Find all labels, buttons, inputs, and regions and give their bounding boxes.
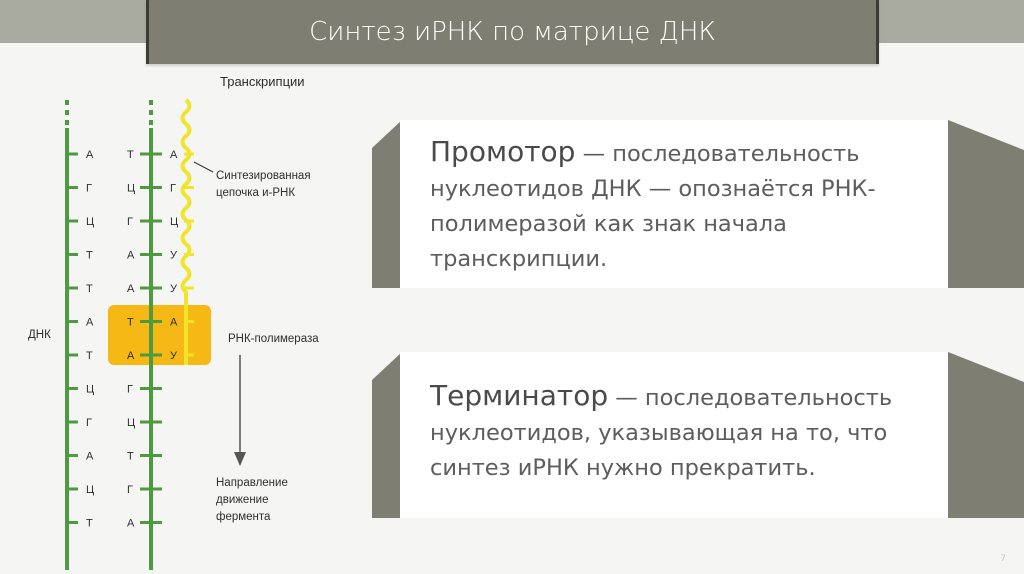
terminator-text xyxy=(430,378,928,486)
promoter-term: Промотор xyxy=(430,135,576,168)
dna-label: ДНК xyxy=(28,329,51,341)
transcription-label: Транскрипции xyxy=(220,74,305,89)
promoter-definition: — последовательность нуклеотидов ДНК — опознаётся РНК-полимеразой как знак начала транскрипции. xyxy=(430,141,876,272)
page-number: 7 xyxy=(1000,554,1006,564)
dna-left-base: А xyxy=(86,149,94,161)
terminator-definition: — последовательность нуклеотидов, указывающая на то, что синтез иРНК нужно прекратить. xyxy=(430,385,893,481)
promoter-card xyxy=(400,120,948,288)
terminator-card xyxy=(400,352,948,518)
direction-label-line1: Направление xyxy=(216,477,288,489)
rna-base: У xyxy=(170,283,177,295)
rna-base: У xyxy=(170,350,177,362)
dna-left-base: Т xyxy=(86,283,93,295)
dna-middle-base: Г xyxy=(127,216,133,228)
dna-middle-base: Ц xyxy=(127,417,136,429)
card-2-right-triangle xyxy=(948,352,1024,518)
rna-base: А xyxy=(170,316,178,329)
dna-left-base: Т xyxy=(86,249,93,262)
direction-arrow-head xyxy=(234,452,246,466)
synth-chain-pointer xyxy=(194,162,213,172)
promoter-text xyxy=(430,134,928,277)
dna-left-base: А xyxy=(86,316,94,329)
rna-base: У xyxy=(170,249,177,262)
dna-middle-base: Т xyxy=(127,316,134,329)
dna-middle-base: Ц xyxy=(127,182,136,195)
dna-left-base: Т xyxy=(86,517,93,530)
dna-middle-base: Г xyxy=(127,484,133,496)
terminator-term: Терминатор xyxy=(430,379,609,412)
dna-middle-base: А xyxy=(127,350,135,362)
dna-left-base: Т xyxy=(86,350,93,362)
card-2-left-triangle xyxy=(372,352,402,518)
page-title: Синтез иРНК по матрице ДНК xyxy=(309,17,716,47)
rna-base: Ц xyxy=(170,216,179,228)
rna-base: Г xyxy=(170,182,176,195)
dna-middle-base: А xyxy=(127,283,135,295)
dna-left-base: Ц xyxy=(86,216,95,228)
dna-left-base: А xyxy=(86,450,94,463)
dna-left-base: Ц xyxy=(86,383,95,396)
polymerase-label: РНК-полимераза xyxy=(228,333,319,345)
dna-left-base: Ц xyxy=(86,484,95,496)
card-1-left-triangle xyxy=(372,120,402,288)
card-1-right-triangle xyxy=(948,120,1024,288)
dna-left-base: Г xyxy=(86,417,92,429)
dna-middle-base: Г xyxy=(127,383,133,396)
transcription-diagram xyxy=(0,0,370,574)
dna-middle-base: А xyxy=(127,249,135,262)
synth-chain-label-line1: Синтезированная xyxy=(216,170,311,182)
dna-left-base: Г xyxy=(86,182,92,195)
direction-label-line2: движение xyxy=(216,494,269,506)
dna-middle-base: Т xyxy=(127,450,134,463)
rna-base: А xyxy=(170,149,178,161)
direction-label-line3: фермента xyxy=(216,511,271,523)
dna-middle-base: Т xyxy=(127,149,134,161)
synth-chain-label-line2: цепочка и-РНК xyxy=(216,187,296,199)
dna-middle-base: А xyxy=(127,517,135,530)
